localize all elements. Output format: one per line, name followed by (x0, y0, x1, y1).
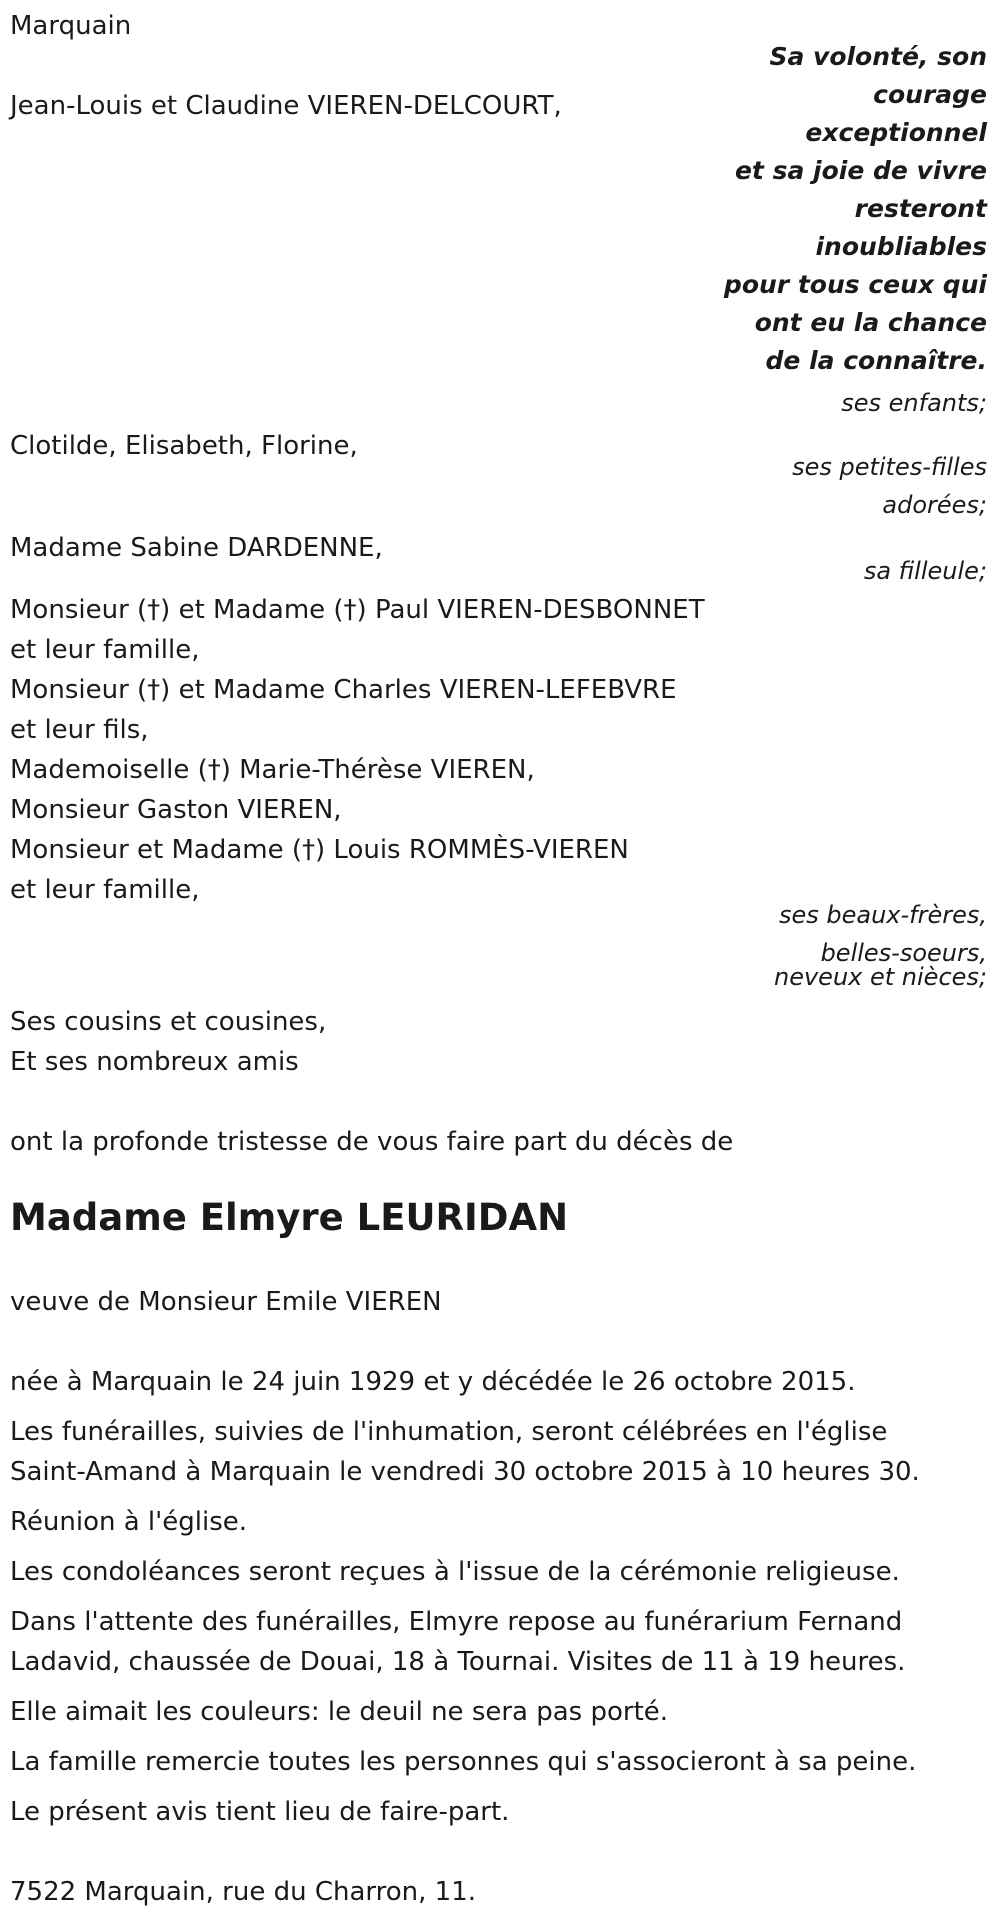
cousins-line: Ses cousins et cousines, (10, 1007, 327, 1037)
detail-line: La famille remercie toutes les personnes qui s'associeront à sa peine. (10, 1747, 917, 1777)
quote-line: exceptionnel (805, 118, 987, 147)
quote-line: et sa joie de vivre (734, 156, 987, 185)
granddaughters-role (792, 448, 987, 524)
children-names: Jean-Louis et Claudine VIEREN-DELCOURT, (10, 91, 562, 121)
quote-line: ont eu la chance (754, 308, 987, 337)
detail-line: Le présent avis tient lieu de faire-part. (10, 1797, 510, 1827)
quote-line: resteront (854, 194, 987, 223)
detail-line: née à Marquain le 24 juin 1929 et y décédée le 26 octobre 2015. (10, 1367, 856, 1397)
in-laws-role-line: ses beaux-frères, (778, 901, 987, 929)
in-laws-line: et leur fils, (10, 715, 149, 745)
location: Marquain (10, 11, 132, 41)
announcement: ont la profonde tristesse de vous faire part du décès de (10, 1127, 734, 1157)
quote-line: pour tous ceux qui (723, 270, 987, 299)
goddaughter-role: sa filleule; (863, 557, 987, 585)
deceased-name: Madame Elmyre LEURIDAN (10, 1196, 569, 1239)
quote-line: de la connaître. (765, 346, 987, 375)
detail-line: Dans l'attente des funérailles, Elmyre repose au funérarium Fernand (10, 1607, 903, 1637)
role-line: adorées; (882, 491, 987, 519)
tribute-quote (687, 38, 987, 380)
detail-line: Ladavid, chaussée de Douai, 18 à Tournai. Visites de 11 à 19 heures. (10, 1647, 906, 1677)
address: 7522 Marquain, rue du Charron, 11. (10, 1877, 477, 1907)
in-laws-line: Mademoiselle (†) Marie-Thérèse VIEREN, (10, 755, 535, 785)
in-laws-line: Monsieur et Madame (†) Louis ROMMÈS-VIEREN (10, 835, 629, 865)
detail-line: Les condoléances seront reçues à l'issue de la cérémonie religieuse. (10, 1557, 900, 1587)
detail-line: Les funérailles, suivies de l'inhumation, seront célébrées en l'église (10, 1417, 888, 1447)
quote-line: inoubliables (815, 232, 987, 261)
in-laws-role-line: neveux et nièces; (774, 963, 987, 991)
role-line: ses petites-filles (792, 453, 987, 481)
quote-line: courage (873, 80, 987, 109)
in-laws-line: Monsieur (†) et Madame (†) Paul VIEREN-DESBONNET (10, 595, 705, 625)
in-laws-role-line: belles-soeurs, (820, 939, 987, 967)
widow-of: veuve de Monsieur Emile VIEREN (10, 1287, 442, 1317)
granddaughters-names: Clotilde, Elisabeth, Florine, (10, 431, 358, 461)
goddaughter-names: Madame Sabine DARDENNE, (10, 533, 383, 563)
friends-line: Et ses nombreux amis (10, 1047, 299, 1077)
in-laws-line: Monsieur Gaston VIEREN, (10, 795, 342, 825)
detail-line: Elle aimait les couleurs: le deuil ne sera pas porté. (10, 1697, 669, 1727)
quote-line: Sa volonté, son (769, 42, 987, 71)
detail-line: Réunion à l'église. (10, 1507, 248, 1537)
in-laws-line: et leur famille, (10, 875, 200, 905)
children-role: ses enfants; (841, 389, 987, 417)
in-laws-line: et leur famille, (10, 635, 200, 665)
in-laws-line: Monsieur (†) et Madame Charles VIEREN-LEFEBVRE (10, 675, 677, 705)
detail-line: Saint-Amand à Marquain le vendredi 30 octobre 2015 à 10 heures 30. (10, 1457, 920, 1487)
